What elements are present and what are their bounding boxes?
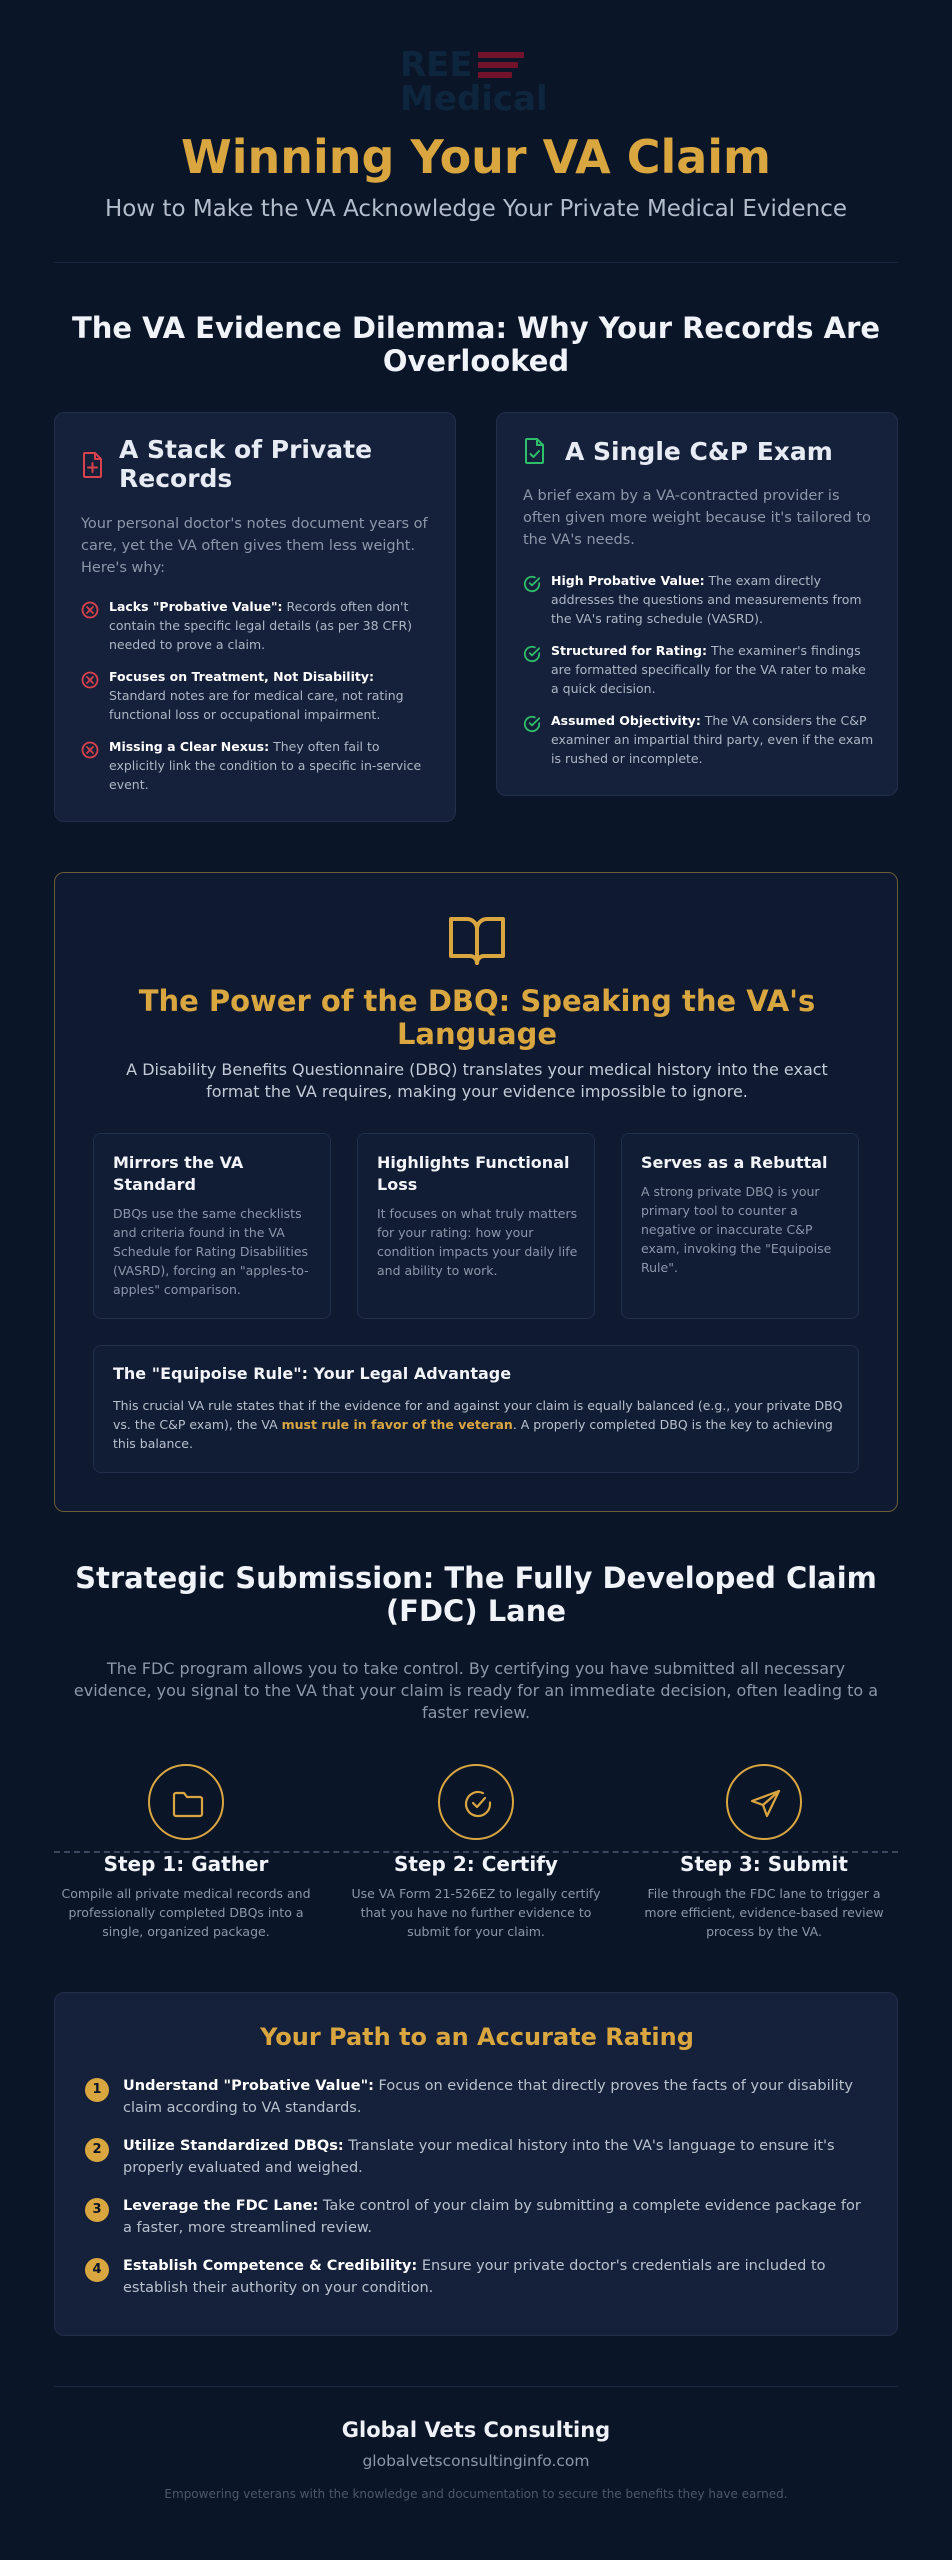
dbq-title: The Power of the DBQ: Speaking the VA's Language — [138, 984, 816, 1051]
cp-point-3: Assumed Objectivity: The VA considers the C&P examiner an impartial third party, even if the exam is rushed or incomplete. — [551, 713, 874, 766]
dbq-card-title: Mirrors the VA Standard — [113, 1153, 244, 1194]
company-logo — [400, 45, 552, 120]
dbq-section — [54, 872, 898, 1512]
path-item: Understand "Probative Value": Focus on evidence that directly proves the facts of your disability claim according to VA standards. — [123, 2078, 853, 2116]
x-circle-icon — [81, 741, 99, 759]
step-number-badge: 3 — [85, 2198, 109, 2222]
dbq-card-title: Serves as a Rebuttal — [641, 1153, 828, 1172]
dbq-card-text: DBQs use the same checklists and criteria found in the VA Schedule for Rating Disabilities (VASRD), forcing an "apples-to-apples" comparison. — [113, 1206, 309, 1297]
private-point-2: Focuses on Treatment, Not Disability: Standard notes are for medical care, not rating functional loss or occupational impairment. — [109, 669, 404, 722]
dilemma-heading: The VA Evidence Dilemma: Why Your Records Are Overlooked — [71, 311, 881, 378]
check-circle-icon — [523, 645, 541, 663]
check-circle-icon — [460, 1786, 496, 1822]
dbq-card-mirrors — [93, 1133, 331, 1319]
x-circle-icon — [81, 601, 99, 619]
open-book-icon — [447, 913, 507, 967]
step-2-text: Use VA Form 21-526EZ to legally certify that you have no further evidence to submit for your claim. — [351, 1886, 601, 1939]
check-circle-icon — [523, 575, 541, 593]
private-card-title: A Stack of Private Records — [119, 435, 373, 493]
page-title: Winning Your VA Claim — [181, 130, 771, 184]
send-icon — [748, 1786, 784, 1822]
page-subtitle: How to Make the VA Acknowledge Your Private Medical Evidence — [104, 196, 848, 222]
cp-point-2: Structured for Rating: The examiner's findings are formatted specifically for the VA rater to make a quick decision. — [551, 643, 866, 696]
footer-company-name: Global Vets Consulting — [341, 2418, 611, 2442]
x-circle-icon — [81, 671, 99, 689]
private-records-card — [54, 412, 456, 822]
cp-exam-card — [496, 412, 898, 796]
file-check-icon — [523, 437, 547, 465]
step-1-title: Step 1: Gather — [103, 1852, 269, 1876]
private-point-1: Lacks "Probative Value": Records often don't contain the specific legal details (as per 38 CFR) needed to prove a claim. — [109, 599, 413, 652]
step-2-badge — [438, 1764, 514, 1840]
step-3-badge — [726, 1764, 802, 1840]
step-number-badge: 2 — [85, 2138, 109, 2162]
cp-card-intro: A brief exam by a VA-contracted provider is often given more weight because it's tailored to the VA's needs. — [523, 488, 871, 548]
logo-stripes-icon — [478, 52, 530, 80]
header-divider — [54, 262, 898, 263]
private-point-3: Missing a Clear Nexus: They often fail to explicitly link the condition to a specific in-service event. — [109, 739, 422, 792]
path-card — [54, 1992, 898, 2336]
footer-website-link[interactable]: globalvetsconsultinginfo.com — [362, 2452, 590, 2470]
logo-line-1: REE — [400, 45, 473, 85]
dbq-lead: A Disability Benefits Questionnaire (DBQ) translates your medical history into the exact format the VA requires, making your evidence impossible to ignore. — [126, 1060, 828, 1101]
path-title: Your Path to an Accurate Rating — [260, 2023, 694, 2051]
path-item: Leverage the FDC Lane: Take control of your claim by submitting a complete evidence package for a faster, more streamlined review. — [123, 2198, 861, 2236]
step-1-badge — [148, 1764, 224, 1840]
dbq-card-text: A strong private DBQ is your primary tool to counter a negative or inaccurate C&P exam, invoking the "Equipoise Rule". — [641, 1184, 832, 1275]
path-item: Utilize Standardized DBQs: Translate your medical history into the VA's language to ensure it's properly evaluated and weighed. — [123, 2138, 835, 2176]
folder-icon — [170, 1786, 206, 1822]
private-card-intro: Your personal doctor's notes document years of care, yet the VA often gives them less weight. Here's why: — [81, 516, 428, 576]
check-circle-icon — [523, 715, 541, 733]
fdc-lead: The FDC program allows you to take control. By certifying you have submitted all necessary evidence, you signal to the VA that your claim is ready for an immediate decision, often leading to a faster review. — [73, 1659, 879, 1722]
step-number-badge: 4 — [85, 2258, 109, 2282]
logo-line-2: Medical — [400, 79, 548, 119]
dbq-card-functional-loss — [357, 1133, 595, 1319]
fdc-heading: Strategic Submission: The Fully Developed Claim (FDC) Lane — [75, 1561, 877, 1628]
equipoise-title: The "Equipoise Rule": Your Legal Advantage — [113, 1364, 512, 1383]
step-number-badge: 1 — [85, 2078, 109, 2102]
footer-tagline: Empowering veterans with the knowledge and documentation to secure the benefits they have earned. — [164, 2487, 788, 2501]
footer-divider — [54, 2386, 898, 2387]
cp-point-1: High Probative Value: The exam directly addresses the questions and measurements from the VA's rating schedule (VASRD). — [551, 573, 862, 626]
cp-card-title: A Single C&P Exam — [565, 437, 833, 466]
step-2-title: Step 2: Certify — [394, 1852, 558, 1876]
step-3-text: File through the FDC lane to trigger a more efficient, evidence-based review process by the VA. — [644, 1886, 884, 1939]
step-1-text: Compile all private medical records and professionally completed DBQs into a single, organized package. — [61, 1886, 311, 1939]
file-plus-icon — [81, 451, 105, 479]
equipoise-text: This crucial VA rule states that if the evidence for and against your claim is equally balanced (e.g., your private DBQ vs. the C&P exam), the VA must rule in favor of the veteran. A properly completed DBQ is the key to achieving this balance. — [113, 1398, 843, 1451]
equipoise-card — [93, 1345, 859, 1473]
step-3-title: Step 3: Submit — [680, 1852, 848, 1876]
dbq-card-title: Highlights Functional Loss — [377, 1153, 570, 1194]
dbq-card-text: It focuses on what truly matters for your rating: how your condition impacts your daily life and ability to work. — [377, 1206, 578, 1278]
dbq-card-rebuttal — [621, 1133, 859, 1319]
path-item: Establish Competence & Credibility: Ensure your private doctor's credentials are included to establish their authority on your condition. — [123, 2258, 826, 2296]
